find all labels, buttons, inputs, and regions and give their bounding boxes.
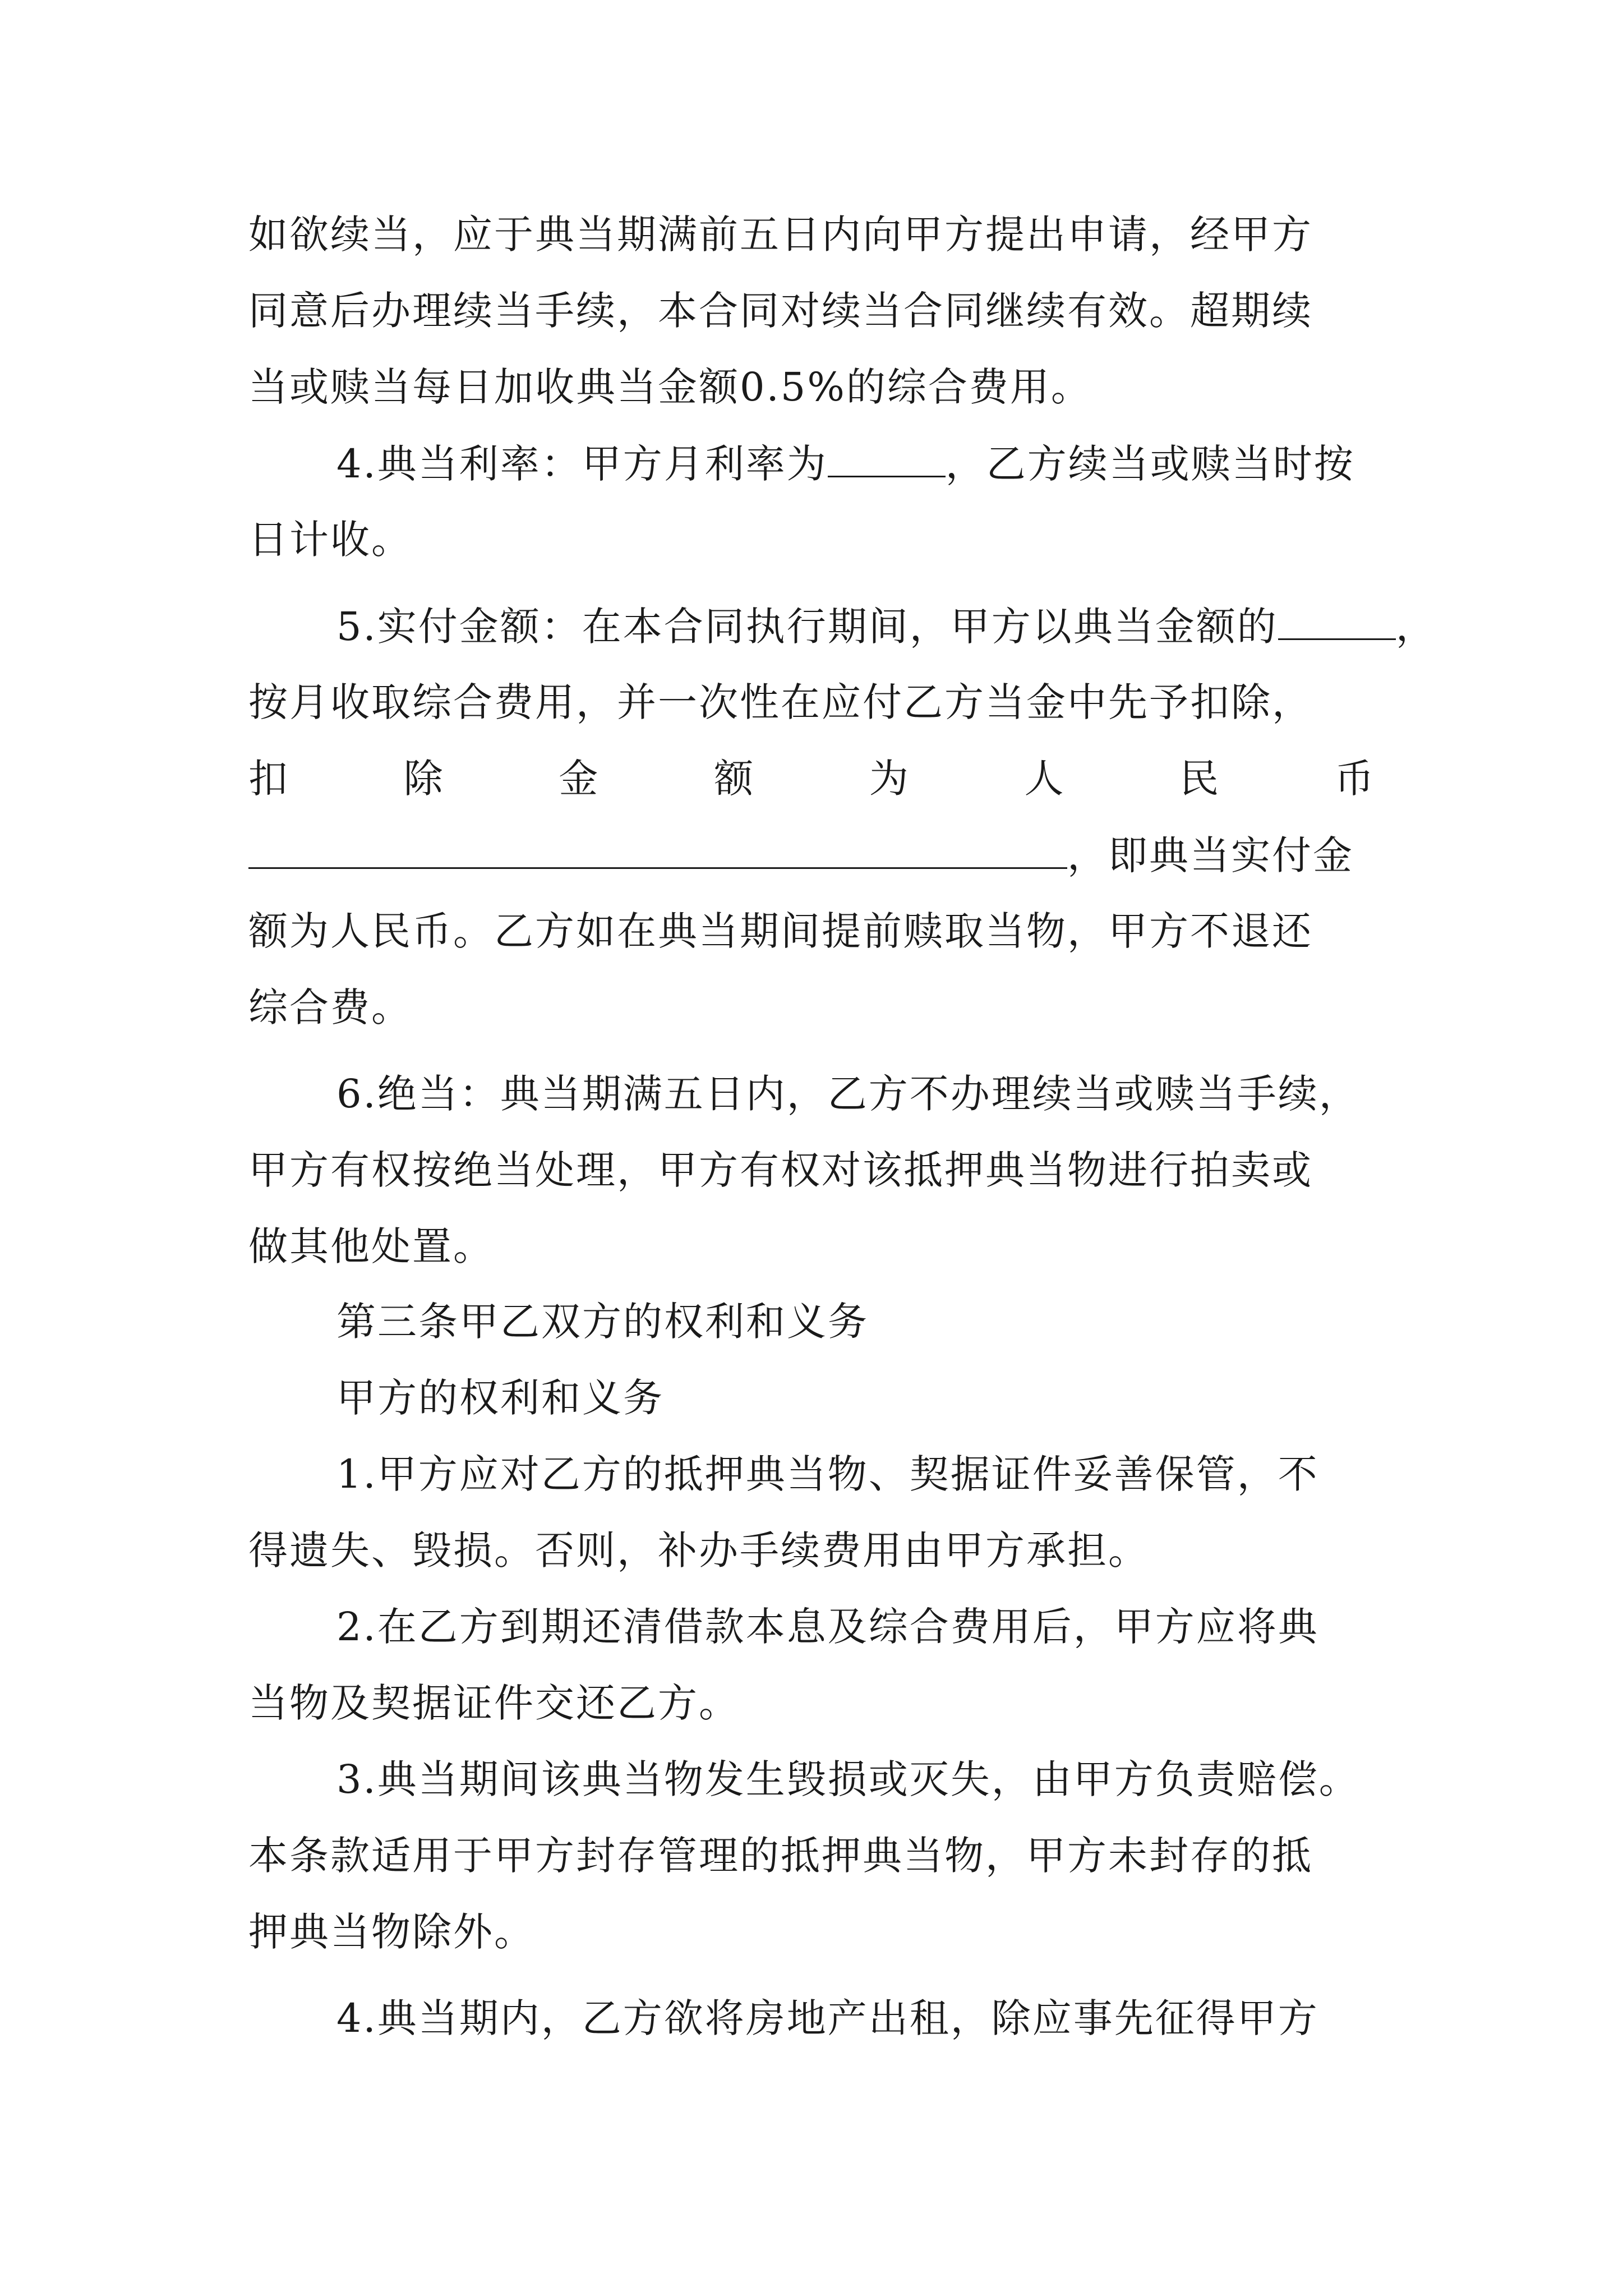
fill-blank [1278,599,1396,640]
text-line: 日计收。 [248,517,412,563]
section-heading: 第三条甲乙双方的权利和义务 [336,1299,869,1345]
text-line: 6.绝当：典当期满五日内，乙方不办理续当或赎当手续， [336,1071,1360,1117]
text-line: 同意后办理续当手续，本合同对续当合同继续有效。超期续 [248,288,1313,334]
text-line: 4.典当期内，乙方欲将房地产出租，除应事先征得甲方 [336,1995,1319,2041]
text-line: 甲方有权按绝当处理，甲方有权对该抵押典当物进行拍卖或 [248,1147,1313,1193]
text-line: 3.典当期间该典当物发生毁损或灭失，由甲方负责赔偿。 [336,1756,1360,1802]
text-line: 综合费。 [248,984,412,1030]
spaced-line [248,752,1376,806]
text-line: 1.甲方应对乙方的抵押典当物、契据证件妥善保管，不 [336,1451,1319,1497]
text-segment: 4.典当利率：甲方月利率为 [336,441,828,487]
text-line: 押典当物除外。 [248,1909,535,1955]
text-line: 额为人民币。乙方如在典当期间提前赎取当物，甲方不退还 [248,908,1313,954]
spaced-char: 币 [1334,756,1376,802]
text-segment: 5.实付金额：在本合同执行期间，甲方以典当金额的 [336,604,1278,650]
text-line: 当物及契据证件交还乙方。 [248,1680,740,1726]
text-line: 如欲续当，应于典当期满前五日内向甲方提出申请，经甲方 [248,211,1313,257]
paragraph-rate [336,436,1376,490]
text-line: 2.在乙方到期还清借款本息及综合费用后，甲方应将典 [336,1604,1319,1650]
subsection-heading: 甲方的权利和义务 [336,1375,664,1421]
spaced-char: 额 [714,756,755,802]
spaced-char: 扣 [248,756,289,802]
text-line: 得遗失、毁损。否则，补办手续费用由甲方承担。 [248,1527,1149,1573]
fill-blank [248,828,1067,869]
text-segment: ，即典当实付金 [1067,832,1354,878]
spaced-char: 民 [1179,756,1221,802]
text-line: 做其他处置。 [248,1223,494,1269]
text-line: 本条款适用于甲方封存管理的抵押典当物，甲方未封存的抵 [248,1833,1313,1879]
text-segment: ，乙方续当或赎当时按 [945,441,1355,487]
spaced-char: 除 [403,756,445,802]
text-line: 当或赎当每日加收典当金额0.5%的综合费用。 [248,364,1092,410]
spaced-char: 金 [559,756,600,802]
text-line: 按月收取综合费用，并一次性在应付乙方当金中先予扣除， [248,679,1313,725]
spaced-char: 为 [869,756,910,802]
text-segment: ， [1395,604,1437,650]
paragraph-actual-amount [336,599,1437,653]
fill-blank [828,436,946,477]
paragraph-amount-line [248,828,1376,882]
spaced-char: 人 [1024,756,1066,802]
